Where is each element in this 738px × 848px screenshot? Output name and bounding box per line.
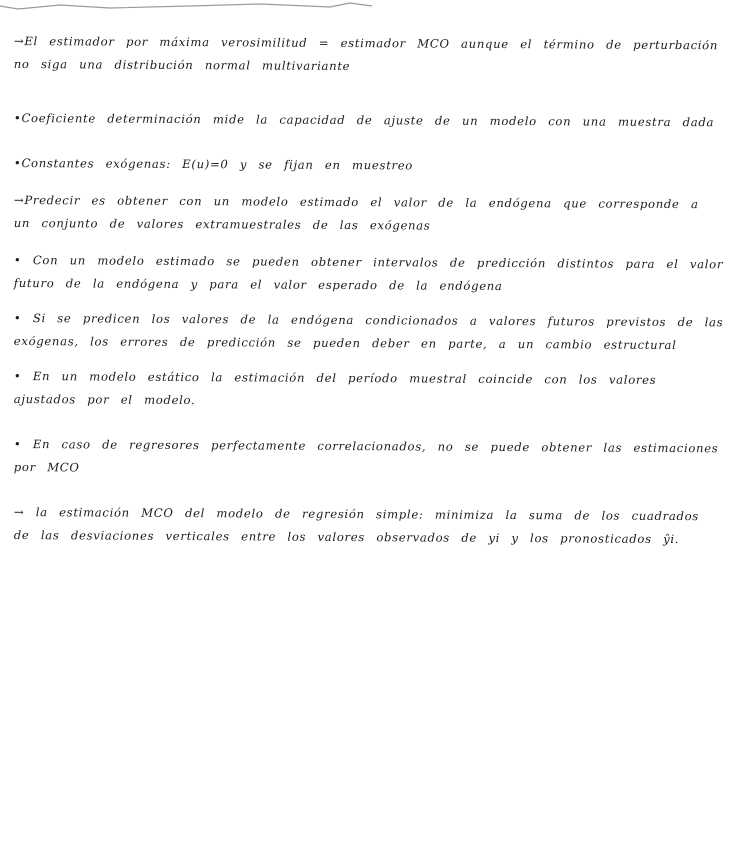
note-static-model: • En un modelo estático la estimación del período muestral coincide con los valores ajustados por el modelo.: [13, 368, 657, 408]
torn-top-edge: [0, 0, 738, 14]
note-mle-equals-ols: →El estimador por máxima verosimilitud = estimador MCO aunque el término de perturbación no siga una distribución normal multivariante: [13, 33, 719, 74]
note-coefficient-determination: •Coeficiente determinación mide la capacidad de ajuste de un modelo con una muestra dada: [13, 110, 715, 130]
note-prediction-intervals: • Con un modelo estimado se pueden obtener intervalos de predicción distintos para el valor futuro de la endógena y para el valor esperado de la endógena: [13, 252, 724, 293]
note-exogenous-constants: •Constantes exógenas: E(u)=0 y se fijan en muestreo: [13, 155, 414, 173]
note-ols-simple-regression: → la estimación MCO del modelo de regresión simple: minimiza la suma de los cuadrados de las desviaciones verticales entre los valores observados de yi y los pronosticados ŷi.: [13, 504, 700, 547]
note-predict-definition: →Predecir es obtener con un modelo estimado el valor de la endógena que corresponde a un conjunto de valores extramuestrales de las exógenas: [13, 192, 699, 233]
handwritten-notes: [14, 30, 726, 547]
note-prediction-errors: • Si se predicen los valores de la endógena condicionados a valores futuros previstos de las exógenas, los errores de predicción se pueden deber en parte, a un cambio estructural: [13, 310, 724, 353]
note-perfect-correlation: • En caso de regresores perfectamente correlacionados, no se puede obtener las estimaciones por MCO: [13, 436, 719, 475]
